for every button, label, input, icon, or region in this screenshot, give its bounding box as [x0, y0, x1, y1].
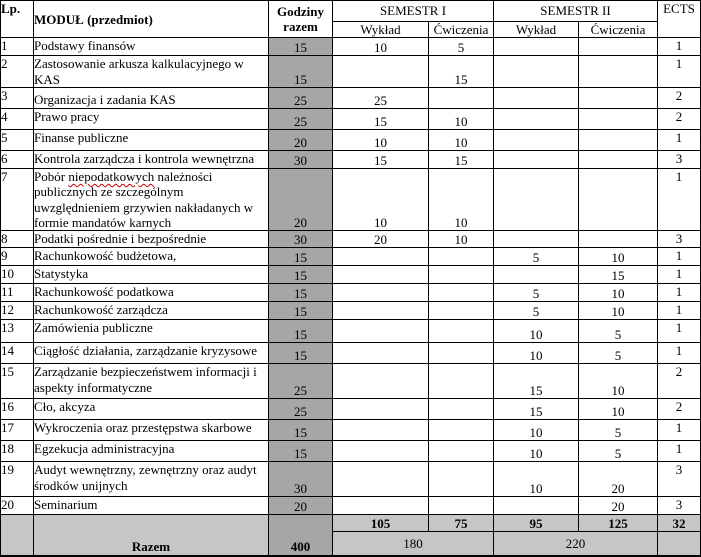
cell-ects: 1 — [658, 129, 701, 150]
cell-module-name: Egzekucja administracyjna — [34, 441, 269, 462]
col-header-semestr-2: SEMESTR II — [494, 1, 658, 22]
cell-sem2-wyklad: 10 — [494, 462, 579, 497]
cell-ects: 1 — [658, 284, 701, 302]
cell-ects: 1 — [658, 38, 701, 56]
cell-sem2-cwiczenia: 5 — [579, 320, 658, 343]
table-row — [1, 284, 701, 302]
col-header-godziny-razem: Godziny razem — [269, 1, 333, 38]
cell-sem1-cwiczenia — [429, 364, 494, 399]
table-row — [1, 343, 701, 364]
table-row — [1, 399, 701, 420]
cell-module-name: Wykroczenia oraz przestępstwa skarbowe — [34, 420, 269, 441]
cell-hours-total: 25 — [269, 87, 333, 108]
cell-sem2-cwiczenia — [579, 108, 658, 129]
col-header-sem1-wyklad: Wykład — [333, 22, 429, 38]
table-row — [1, 129, 701, 150]
cell-hours-total: 15 — [269, 320, 333, 343]
totals-ects-cell: 32 — [658, 515, 701, 532]
cell-sem1-cwiczenia — [429, 266, 494, 284]
cell-sem1-cwiczenia: 10 — [429, 108, 494, 129]
cell-module-name: Ciągłość działania, zarządzanie kryzysowe — [34, 343, 269, 364]
col-header-sem2-cwiczenia: Ćwiczenia — [579, 22, 658, 38]
cell-hours-total: 15 — [269, 266, 333, 284]
cell-module-name: Seminarium — [34, 497, 269, 515]
cell-hours-total: 15 — [269, 441, 333, 462]
col-header-sem2-wyklad: Wykład — [494, 22, 579, 38]
cell-sem1-wyklad: 10 — [333, 129, 429, 150]
cell-hours-total: 15 — [269, 302, 333, 320]
cell-ects: 1 — [658, 266, 701, 284]
cell-sem2-wyklad — [494, 231, 579, 248]
cell-hours-total: 15 — [269, 343, 333, 364]
cell-sem2-wyklad — [494, 266, 579, 284]
table-row — [1, 248, 701, 266]
cell-sem1-wyklad: 15 — [333, 108, 429, 129]
cell-sem1-wyklad — [333, 302, 429, 320]
cell-sem1-wyklad — [333, 399, 429, 420]
cell-sem2-cwiczenia: 10 — [579, 284, 658, 302]
cell-sem1-wyklad — [333, 497, 429, 515]
cell-ects: 1 — [658, 343, 701, 364]
cell-sem2-cwiczenia — [579, 231, 658, 248]
cell-sem1-wyklad: 15 — [333, 150, 429, 168]
table-row — [1, 364, 701, 399]
cell-ects: 3 — [658, 150, 701, 168]
header-row-top — [1, 1, 701, 22]
cell-ects: 1 — [658, 248, 701, 266]
cell-lp: 5 — [1, 129, 34, 150]
cell-sem2-cwiczenia: 5 — [579, 420, 658, 441]
cell-sem1-cwiczenia — [429, 302, 494, 320]
cell-sem2-wyklad — [494, 497, 579, 515]
cell-hours-total: 15 — [269, 248, 333, 266]
cell-sem1-cwiczenia — [429, 497, 494, 515]
cell-hours-total: 15 — [269, 284, 333, 302]
cell-lp: 10 — [1, 266, 34, 284]
cell-ects: 3 — [658, 497, 701, 515]
cell-sem1-cwiczenia — [429, 248, 494, 266]
cell-lp: 2 — [1, 56, 34, 88]
cell-module-name: Rachunkowość podatkowa — [34, 284, 269, 302]
cell-lp: 17 — [1, 420, 34, 441]
table-row — [1, 462, 701, 497]
cell-sem2-cwiczenia — [579, 56, 658, 88]
cell-sem1-wyklad — [333, 441, 429, 462]
cell-ects: 1 — [658, 302, 701, 320]
col-header-semestr-1: SEMESTR I — [333, 1, 494, 22]
cell-sem1-cwiczenia: 15 — [429, 56, 494, 88]
cell-lp: 16 — [1, 399, 34, 420]
cell-sem1-cwiczenia — [429, 420, 494, 441]
cell-sem1-wyklad: 20 — [333, 231, 429, 248]
table-row — [1, 108, 701, 129]
cell-sem2-cwiczenia — [579, 129, 658, 150]
cell-lp: 7 — [1, 168, 34, 230]
cell-sem2-cwiczenia: 20 — [579, 462, 658, 497]
cell-sem2-wyklad: 5 — [494, 284, 579, 302]
totals-ects-empty-cell — [658, 532, 701, 556]
cell-hours-total: 15 — [269, 420, 333, 441]
totals-sem1-cwiczenia-cell: 75 — [429, 515, 494, 532]
cell-sem1-cwiczenia — [429, 399, 494, 420]
cell-sem1-wyklad — [333, 284, 429, 302]
cell-sem1-cwiczenia — [429, 320, 494, 343]
table-row — [1, 266, 701, 284]
cell-sem2-wyklad: 15 — [494, 364, 579, 399]
table-body — [1, 38, 701, 515]
cell-sem2-wyklad: 15 — [494, 399, 579, 420]
cell-module-name: Prawo pracy — [34, 108, 269, 129]
cell-sem1-wyklad — [333, 343, 429, 364]
totals-label-cell: Razem — [34, 515, 269, 556]
cell-sem2-wyklad: 5 — [494, 302, 579, 320]
cell-sem2-cwiczenia — [579, 168, 658, 230]
cell-module-name: Cło, akcyza — [34, 399, 269, 420]
cell-sem1-cwiczenia: 5 — [429, 38, 494, 56]
cell-sem1-cwiczenia: 15 — [429, 150, 494, 168]
cell-module-name: Zamówienia publiczne — [34, 320, 269, 343]
cell-sem1-wyklad — [333, 364, 429, 399]
cell-sem2-cwiczenia — [579, 150, 658, 168]
table-row — [1, 56, 701, 88]
cell-sem2-wyklad — [494, 129, 579, 150]
cell-module-name: Statystyka — [34, 266, 269, 284]
cell-sem2-wyklad — [494, 56, 579, 88]
cell-lp: 11 — [1, 284, 34, 302]
cell-ects: 2 — [658, 108, 701, 129]
table-row — [1, 320, 701, 343]
cell-sem2-wyklad — [494, 168, 579, 230]
cell-hours-total: 25 — [269, 108, 333, 129]
table-row — [1, 497, 701, 515]
cell-sem2-cwiczenia: 10 — [579, 364, 658, 399]
cell-sem1-wyklad — [333, 56, 429, 88]
cell-sem1-cwiczenia: 10 — [429, 129, 494, 150]
spellcheck-underline: niepodatkowych — [68, 168, 155, 184]
cell-module-name: Kontrola zarządcza i kontrola wewnętrzna — [34, 150, 269, 168]
col-header-modul: MODUŁ (przedmiot) — [34, 1, 269, 38]
cell-sem1-cwiczenia: 10 — [429, 231, 494, 248]
cell-ects: 1 — [658, 168, 701, 230]
totals-sem1-combined-cell: 180 — [333, 532, 494, 556]
cell-ects: 3 — [658, 231, 701, 248]
cell-lp: 20 — [1, 497, 34, 515]
cell-ects: 2 — [658, 87, 701, 108]
cell-hours-total: 30 — [269, 150, 333, 168]
cell-lp: 1 — [1, 38, 34, 56]
cell-sem1-wyklad: 10 — [333, 168, 429, 230]
totals-row-details — [1, 515, 701, 532]
cell-module-name: Organizacja i zadania KAS — [34, 87, 269, 108]
col-header-lp: Lp. — [1, 1, 34, 38]
cell-lp: 9 — [1, 248, 34, 266]
cell-sem2-cwiczenia: 5 — [579, 441, 658, 462]
cell-sem2-cwiczenia: 5 — [579, 343, 658, 364]
cell-hours-total: 25 — [269, 399, 333, 420]
cell-lp: 13 — [1, 320, 34, 343]
cell-ects: 1 — [658, 56, 701, 88]
cell-sem2-cwiczenia: 10 — [579, 399, 658, 420]
cell-sem2-wyklad: 10 — [494, 441, 579, 462]
cell-sem2-wyklad: 10 — [494, 320, 579, 343]
cell-hours-total: 20 — [269, 497, 333, 515]
totals-lp-cell — [1, 515, 34, 556]
table-row — [1, 87, 701, 108]
cell-sem1-cwiczenia — [429, 462, 494, 497]
table-row — [1, 38, 701, 56]
table-row — [1, 420, 701, 441]
cell-module-name: Podatki pośrednie i bezpośrednie — [34, 231, 269, 248]
cell-lp: 8 — [1, 231, 34, 248]
cell-sem1-wyklad — [333, 320, 429, 343]
table-row — [1, 150, 701, 168]
cell-sem1-cwiczenia — [429, 343, 494, 364]
cell-sem1-cwiczenia — [429, 87, 494, 108]
cell-lp: 12 — [1, 302, 34, 320]
cell-sem1-cwiczenia — [429, 284, 494, 302]
cell-hours-total: 15 — [269, 38, 333, 56]
cell-sem1-cwiczenia: 10 — [429, 168, 494, 230]
cell-sem2-wyklad: 5 — [494, 248, 579, 266]
cell-sem2-wyklad — [494, 150, 579, 168]
cell-lp: 15 — [1, 364, 34, 399]
cell-lp: 6 — [1, 150, 34, 168]
cell-module-name: Zarządzanie bezpieczeństwem informacji i aspekty informatyczne — [34, 364, 269, 399]
cell-hours-total: 20 — [269, 129, 333, 150]
cell-module-name: Pobór niepodatkowych należności publicznych ze szczególnym uwzględnieniem grzywien nakładanych w formie mandatów karnych — [34, 168, 269, 230]
table-row — [1, 441, 701, 462]
cell-module-name: Rachunkowość budżetowa, — [34, 248, 269, 266]
cell-sem2-wyklad — [494, 87, 579, 108]
cell-sem2-cwiczenia: 10 — [579, 248, 658, 266]
cell-lp: 18 — [1, 441, 34, 462]
cell-hours-total: 25 — [269, 364, 333, 399]
cell-module-name: Audyt wewnętrzny, zewnętrzny oraz audyt środków unijnych — [34, 462, 269, 497]
cell-ects: 2 — [658, 364, 701, 399]
cell-module-name: Rachunkowość zarządcza — [34, 302, 269, 320]
cell-sem2-cwiczenia — [579, 87, 658, 108]
cell-hours-total: 30 — [269, 231, 333, 248]
cell-hours-total: 20 — [269, 168, 333, 230]
totals-sem2-combined-cell: 220 — [494, 532, 658, 556]
cell-sem1-wyklad — [333, 248, 429, 266]
cell-module-name: Finanse publiczne — [34, 129, 269, 150]
cell-sem2-cwiczenia — [579, 38, 658, 56]
cell-lp: 14 — [1, 343, 34, 364]
cell-lp: 4 — [1, 108, 34, 129]
col-header-ects: ECTS — [658, 1, 701, 38]
cell-sem2-cwiczenia: 10 — [579, 302, 658, 320]
cell-hours-total: 15 — [269, 56, 333, 88]
table-row — [1, 302, 701, 320]
cell-sem2-cwiczenia: 20 — [579, 497, 658, 515]
table-row — [1, 168, 701, 230]
totals-sem2-cwiczenia-cell: 125 — [579, 515, 658, 532]
cell-ects: 2 — [658, 399, 701, 420]
col-header-sem1-cwiczenia: Ćwiczenia — [429, 22, 494, 38]
totals-hours-cell: 400 — [269, 515, 333, 556]
totals-sem2-wyklad-cell: 95 — [494, 515, 579, 532]
table-row — [1, 231, 701, 248]
cell-sem1-wyklad: 25 — [333, 87, 429, 108]
cell-lp: 3 — [1, 87, 34, 108]
cell-hours-total: 30 — [269, 462, 333, 497]
cell-ects: 1 — [658, 320, 701, 343]
cell-sem2-wyklad: 10 — [494, 343, 579, 364]
cell-sem2-wyklad — [494, 38, 579, 56]
cell-sem2-cwiczenia: 15 — [579, 266, 658, 284]
cell-sem1-cwiczenia — [429, 441, 494, 462]
cell-lp: 19 — [1, 462, 34, 497]
cell-sem2-wyklad — [494, 108, 579, 129]
cell-ects: 1 — [658, 420, 701, 441]
cell-module-name: Podstawy finansów — [34, 38, 269, 56]
cell-sem1-wyklad — [333, 462, 429, 497]
cell-sem1-wyklad — [333, 420, 429, 441]
cell-ects: 3 — [658, 462, 701, 497]
cell-sem1-wyklad: 10 — [333, 38, 429, 56]
cell-sem1-wyklad — [333, 266, 429, 284]
cell-ects: 1 — [658, 441, 701, 462]
cell-module-name: Zastosowanie arkusza kalkulacyjnego w KAS — [34, 56, 269, 88]
totals-sem1-wyklad-cell: 105 — [333, 515, 429, 532]
cell-sem2-wyklad: 10 — [494, 420, 579, 441]
